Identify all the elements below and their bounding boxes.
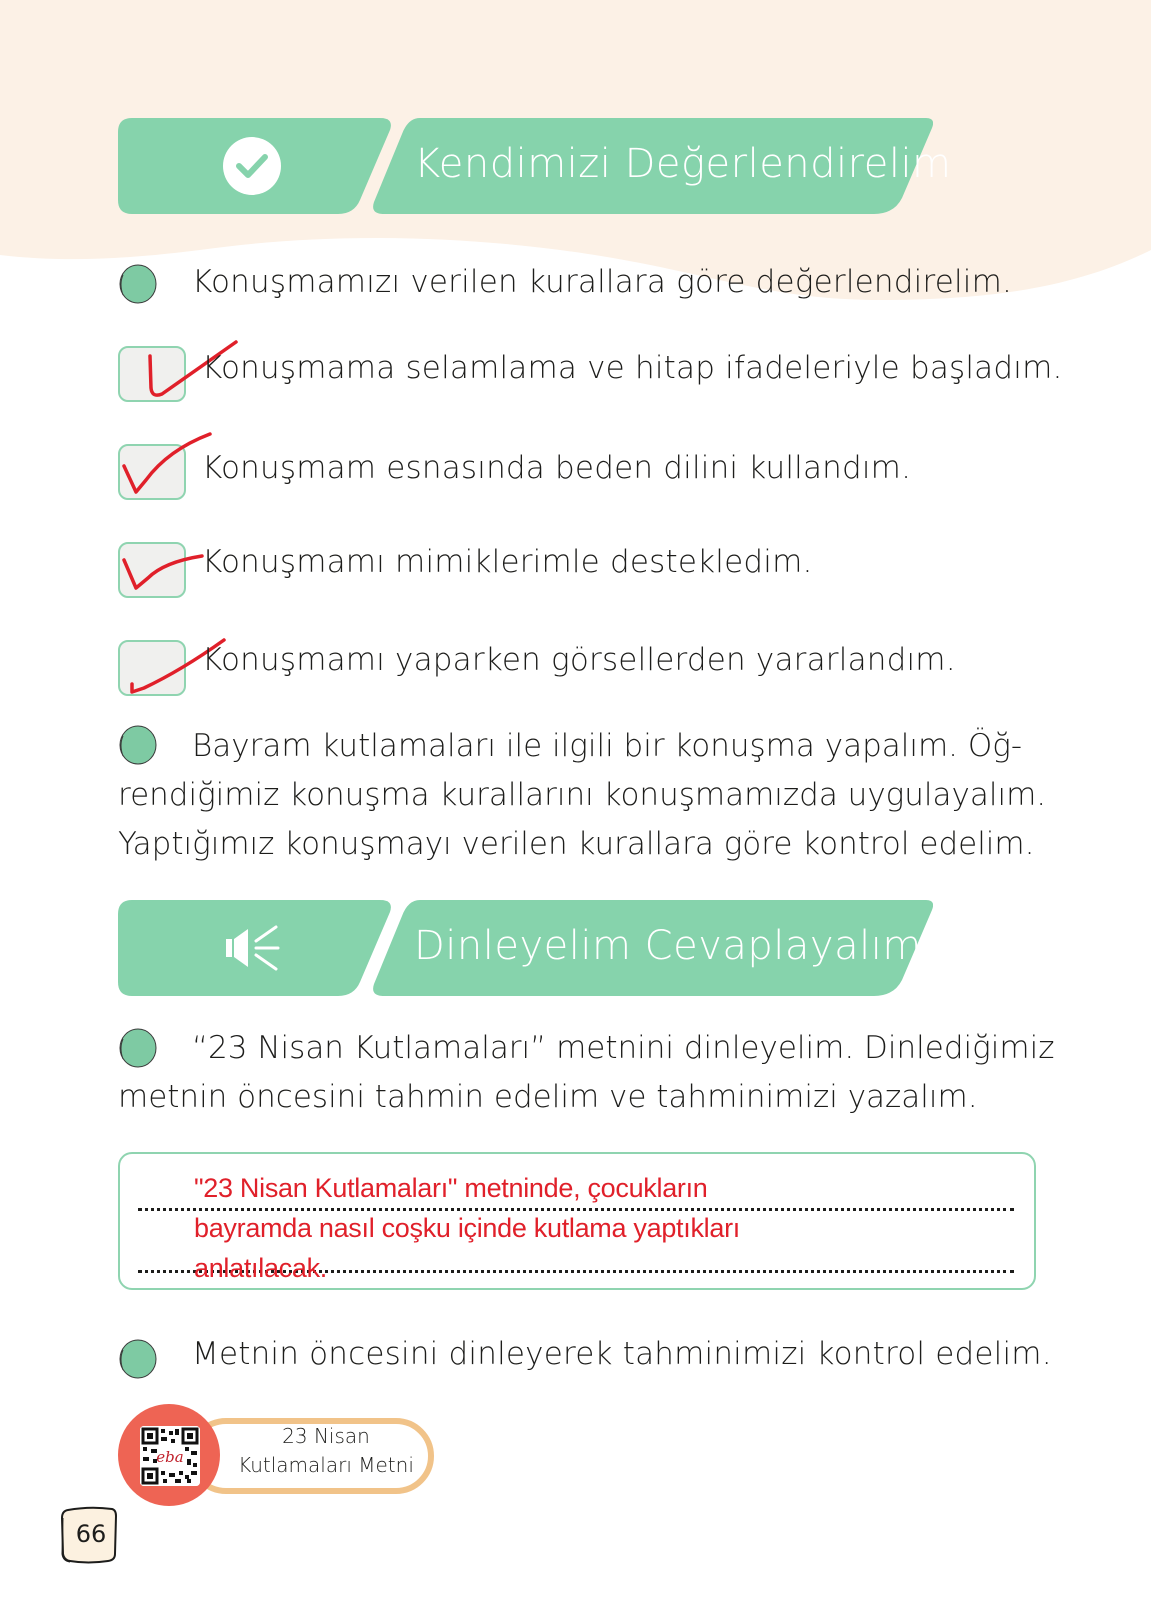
- answer-line: anlatılacak.: [194, 1253, 327, 1283]
- bullet-icon: [117, 263, 157, 305]
- qr-code-icon[interactable]: [140, 1426, 200, 1486]
- check-circle-icon: [204, 118, 300, 214]
- section-banner-kendimizi-degerlendirelim: [118, 118, 952, 214]
- question-line: metnin öncesini tahmin edelim ve tahminimizi yazalım.: [118, 1079, 978, 1115]
- section-title: Kendimizi Değerlendirelim: [414, 141, 952, 187]
- section-banner-dinleyelim-cevaplayalim: [118, 900, 933, 996]
- task-paragraph: [118, 722, 1046, 869]
- section-title: Dinleyelim Cevaplayalım: [414, 923, 922, 969]
- question-line: “23 Nisan Kutlamaları” metnini dinleyelim. Dinlediğimiz: [192, 1030, 1055, 1066]
- speaker-icon: [204, 900, 300, 996]
- followup-text: Metnin öncesini dinleyerek tahminimizi kontrol edelim.: [192, 1336, 1052, 1372]
- svg-text:eba: eba: [156, 1448, 184, 1466]
- checklist-label: Konuşmamı yaparken görsellerden yararlandım.: [202, 642, 956, 678]
- checklist-label: Konuşmam esnasında beden dilini kullandım.: [202, 450, 912, 486]
- bullet-icon: [117, 1338, 157, 1380]
- question-paragraph: [118, 1024, 1054, 1122]
- handwritten-answer[interactable]: [194, 1168, 740, 1288]
- page-number: 66: [75, 1520, 107, 1548]
- instruction-text: Konuşmamızı verilen kurallara göre değerlendirelim.: [192, 264, 1013, 300]
- answer-line: bayramda nasıl coşku içinde kutlama yaptıkları: [194, 1213, 740, 1243]
- qr-link-line2: Kutlamaları Metni: [238, 1453, 414, 1477]
- answer-box[interactable]: [118, 1152, 1036, 1290]
- task-line: Bayram kutlamaları ile ilgili bir konuşma yapalım. Öğ-: [192, 728, 1023, 764]
- checklist-label: Konuşmama selamlama ve hitap ifadeleriyle başladım.: [202, 350, 1063, 386]
- task-line: rendiğimiz konuşma kurallarını konuşmamızda uygulayalım.: [118, 777, 1047, 813]
- checklist-label: Konuşmamı mimiklerimle destekledim.: [202, 544, 813, 580]
- answer-line: "23 Nisan Kutlamaları" metninde, çocukların: [194, 1173, 708, 1203]
- qr-link-line1: 23 Nisan: [282, 1424, 370, 1448]
- task-line: Yaptığımız konuşmayı verilen kurallara göre kontrol edelim.: [118, 826, 1035, 862]
- page-number-badge: [60, 1506, 118, 1564]
- qr-link-label[interactable]: [236, 1422, 416, 1480]
- qr-audio-link[interactable]: [118, 1402, 438, 1510]
